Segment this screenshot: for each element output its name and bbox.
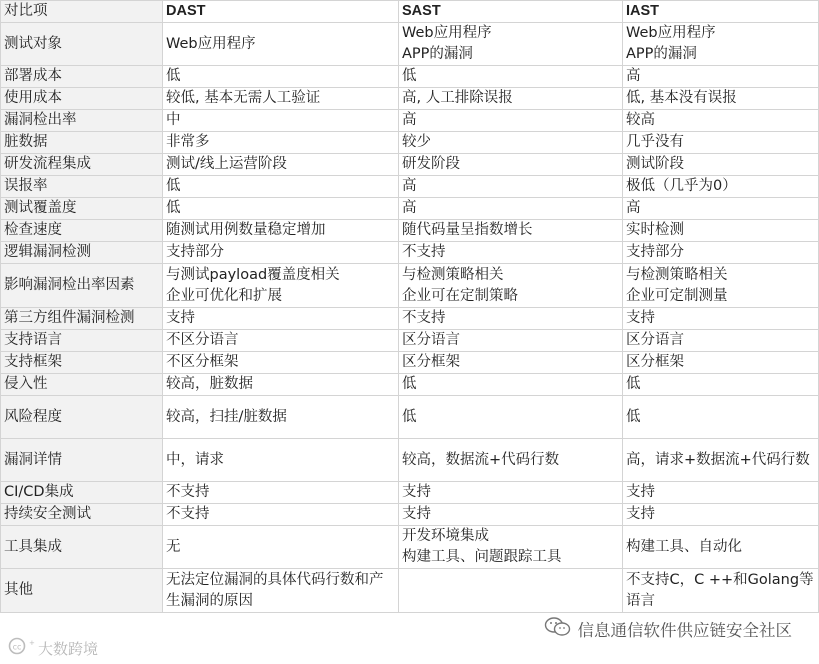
table-row bbox=[1, 264, 819, 308]
header-iast-cell: IAST bbox=[623, 1, 819, 23]
sast-cell: 支持 bbox=[399, 504, 623, 526]
row-label: 第三方组件漏洞检测 bbox=[1, 308, 163, 330]
iast-cell: 几乎没有 bbox=[623, 132, 819, 154]
table-row bbox=[1, 176, 819, 198]
wechat-icon bbox=[544, 616, 572, 642]
iast-cell: Web应用程序 APP的漏洞 bbox=[623, 23, 819, 66]
table-row bbox=[1, 242, 819, 264]
sast-cell: 低 bbox=[399, 396, 623, 439]
table-row bbox=[1, 352, 819, 374]
iast-cell: 支持 bbox=[623, 308, 819, 330]
cc-logo-icon bbox=[8, 637, 34, 659]
watermark-left bbox=[8, 637, 98, 659]
svg-text:cc: cc bbox=[12, 642, 22, 652]
row-label: 测试覆盖度 bbox=[1, 198, 163, 220]
table-row bbox=[1, 66, 819, 88]
row-label: CI/CD集成 bbox=[1, 482, 163, 504]
sast-cell: 高 bbox=[399, 110, 623, 132]
iast-cell: 支持 bbox=[623, 482, 819, 504]
table-row bbox=[1, 439, 819, 482]
dast-cell: 较高，扫挂/脏数据 bbox=[163, 396, 399, 439]
dast-cell: 中，请求 bbox=[163, 439, 399, 482]
iast-cell: 支持部分 bbox=[623, 242, 819, 264]
header-row-label: 对比项 bbox=[1, 1, 163, 23]
table-row bbox=[1, 374, 819, 396]
row-label: 持续安全测试 bbox=[1, 504, 163, 526]
iast-cell: 不支持C，C ++和Golang等语言 bbox=[623, 569, 819, 613]
iast-cell: 高，请求+数据流+代码行数 bbox=[623, 439, 819, 482]
sast-cell: Web应用程序 APP的漏洞 bbox=[399, 23, 623, 66]
sast-cell: 高, 人工排除误报 bbox=[399, 88, 623, 110]
dast-cell: 无法定位漏洞的具体代码行数和产生漏洞的原因 bbox=[163, 569, 399, 613]
row-label: 逻辑漏洞检测 bbox=[1, 242, 163, 264]
iast-cell: 极低（几乎为0） bbox=[623, 176, 819, 198]
sast-cell: 低 bbox=[399, 374, 623, 396]
iast-cell: 高 bbox=[623, 198, 819, 220]
sast-cell: 不支持 bbox=[399, 308, 623, 330]
iast-cell: 构建工具、自动化 bbox=[623, 526, 819, 569]
dast-cell: 支持部分 bbox=[163, 242, 399, 264]
header-sast-cell: SAST bbox=[399, 1, 623, 23]
iast-cell: 低 bbox=[623, 396, 819, 439]
dast-cell: 非常多 bbox=[163, 132, 399, 154]
table-row bbox=[1, 154, 819, 176]
dast-cell: 不区分语言 bbox=[163, 330, 399, 352]
table-row bbox=[1, 308, 819, 330]
dast-cell: 低 bbox=[163, 66, 399, 88]
dast-cell: Web应用程序 bbox=[163, 23, 399, 66]
iast-cell: 实时检测 bbox=[623, 220, 819, 242]
dast-cell: 低 bbox=[163, 176, 399, 198]
table-row bbox=[1, 396, 819, 439]
table-row bbox=[1, 198, 819, 220]
sast-cell: 较少 bbox=[399, 132, 623, 154]
row-label: 部署成本 bbox=[1, 66, 163, 88]
table-row bbox=[1, 23, 819, 66]
sast-cell: 高 bbox=[399, 176, 623, 198]
table-row bbox=[1, 330, 819, 352]
dast-cell: 测试/线上运营阶段 bbox=[163, 154, 399, 176]
row-label: 工具集成 bbox=[1, 526, 163, 569]
iast-cell: 低, 基本没有误报 bbox=[623, 88, 819, 110]
sast-cell: 与检测策略相关 企业可在定制策略 bbox=[399, 264, 623, 308]
table-row bbox=[1, 220, 819, 242]
row-label: 其他 bbox=[1, 569, 163, 613]
sast-cell: 不支持 bbox=[399, 242, 623, 264]
dast-cell: 较高，脏数据 bbox=[163, 374, 399, 396]
table-row bbox=[1, 132, 819, 154]
sast-cell: 随代码量呈指数增长 bbox=[399, 220, 623, 242]
svg-text:+: + bbox=[29, 639, 35, 647]
table-row bbox=[1, 110, 819, 132]
table-row bbox=[1, 88, 819, 110]
watermark-right-text: 信息通信软件供应链安全社区 bbox=[577, 621, 792, 640]
table-row bbox=[1, 526, 819, 569]
dast-cell: 与测试payload覆盖度相关 企业可优化和扩展 bbox=[163, 264, 399, 308]
sast-cell: 开发环境集成 构建工具、问题跟踪工具 bbox=[399, 526, 623, 569]
row-label: 支持框架 bbox=[1, 352, 163, 374]
watermark-left-text: 大数跨境 bbox=[38, 639, 99, 658]
header-dast-cell: DAST bbox=[163, 1, 399, 23]
dast-cell: 不区分框架 bbox=[163, 352, 399, 374]
iast-cell: 低 bbox=[623, 374, 819, 396]
row-label: 脏数据 bbox=[1, 132, 163, 154]
dast-cell: 不支持 bbox=[163, 482, 399, 504]
table-header-row bbox=[1, 1, 819, 23]
row-label: 风险程度 bbox=[1, 396, 163, 439]
iast-cell: 区分语言 bbox=[623, 330, 819, 352]
dast-cell: 支持 bbox=[163, 308, 399, 330]
comparison-table-body bbox=[1, 1, 819, 613]
sast-cell: 支持 bbox=[399, 482, 623, 504]
table-row bbox=[1, 482, 819, 504]
sast-cell: 低 bbox=[399, 66, 623, 88]
row-label: 影响漏洞检出率因素 bbox=[1, 264, 163, 308]
iast-cell: 较高 bbox=[623, 110, 819, 132]
dast-cell: 中 bbox=[163, 110, 399, 132]
sast-cell: 区分语言 bbox=[399, 330, 623, 352]
dast-cell: 不支持 bbox=[163, 504, 399, 526]
dast-cell: 较低, 基本无需人工验证 bbox=[163, 88, 399, 110]
sast-cell: 高 bbox=[399, 198, 623, 220]
row-label: 误报率 bbox=[1, 176, 163, 198]
sast-cell: 较高，数据流+代码行数 bbox=[399, 439, 623, 482]
iast-cell: 支持 bbox=[623, 504, 819, 526]
row-label: 测试对象 bbox=[1, 23, 163, 66]
row-label: 支持语言 bbox=[1, 330, 163, 352]
watermark-right bbox=[544, 618, 793, 640]
dast-cell: 随测试用例数量稳定增加 bbox=[163, 220, 399, 242]
row-label: 研发流程集成 bbox=[1, 154, 163, 176]
row-label: 使用成本 bbox=[1, 88, 163, 110]
row-label: 漏洞详情 bbox=[1, 439, 163, 482]
sast-cell: 研发阶段 bbox=[399, 154, 623, 176]
dast-cell: 无 bbox=[163, 526, 399, 569]
table-row bbox=[1, 569, 819, 613]
row-label: 检查速度 bbox=[1, 220, 163, 242]
iast-cell: 区分框架 bbox=[623, 352, 819, 374]
iast-cell: 与检测策略相关 企业可定制测量 bbox=[623, 264, 819, 308]
table-row bbox=[1, 504, 819, 526]
iast-cell: 高 bbox=[623, 66, 819, 88]
sast-cell: 区分框架 bbox=[399, 352, 623, 374]
sast-cell bbox=[399, 569, 623, 613]
dast-cell: 低 bbox=[163, 198, 399, 220]
row-label: 侵入性 bbox=[1, 374, 163, 396]
row-label: 漏洞检出率 bbox=[1, 110, 163, 132]
iast-cell: 测试阶段 bbox=[623, 154, 819, 176]
